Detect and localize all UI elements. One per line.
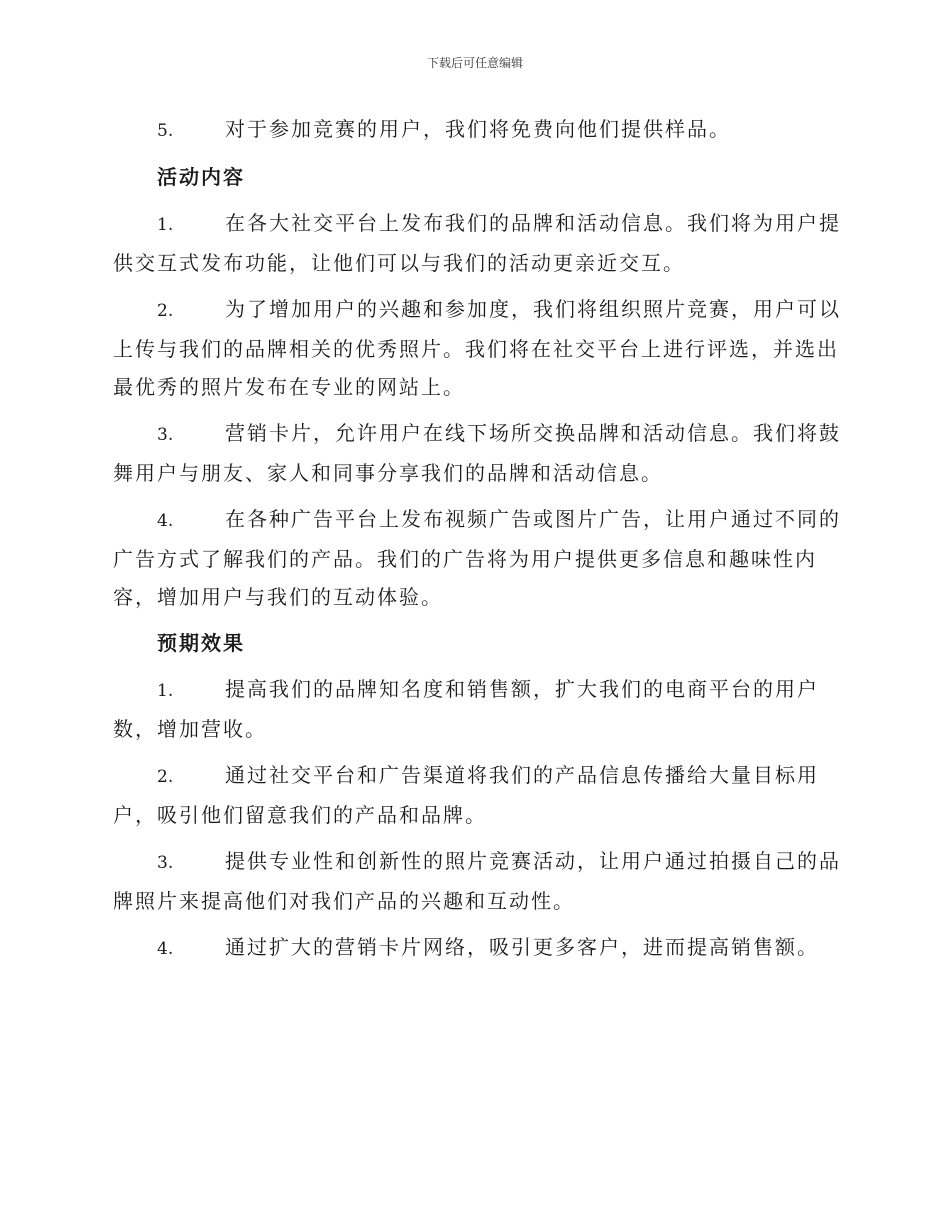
list-item — [113, 110, 843, 150]
page-header: 下载后可任意编辑 — [426, 56, 523, 70]
item-text: 营销卡片，允许用户在线下场所交换品牌和活动信息。我们将鼓舞用户与朋友、家人和同事分享我们的品牌和活动信息。 — [113, 421, 841, 485]
list-item — [113, 670, 843, 748]
item-number: 3. — [157, 853, 174, 873]
item-text: 通过社交平台和广告渠道将我们的产品信息传播给大量目标用户，吸引他们留意我们的产品和品牌。 — [113, 763, 819, 827]
item-text: 对于参加竞赛的用户，我们将免费向他们提供样品。 — [225, 117, 731, 141]
item-number: 4. — [157, 939, 174, 959]
document-body — [113, 110, 843, 976]
item-text: 通过扩大的营销卡片网络，吸引更多客户，进而提高销售额。 — [225, 935, 819, 959]
item-number: 2. — [157, 767, 174, 787]
item-number: 3. — [157, 425, 174, 445]
item-text: 提供专业性和创新性的照片竞赛活动，让用户通过拍摄自己的品牌照片来提高他们对我们产品的兴趣和互动性。 — [113, 849, 841, 913]
section-heading-activities: 活动内容 — [157, 165, 245, 189]
item-number: 1. — [157, 681, 174, 701]
item-number: 2. — [157, 301, 174, 321]
item-text: 为了增加用户的兴趣和参加度，我们将组织照片竞赛，用户可以上传与我们的品牌相关的优秀照片。我们将在社交平台上进行评选，并选出最优秀的照片发布在专业的网站上。 — [113, 297, 841, 399]
list-item — [113, 414, 843, 492]
item-text: 在各大社交平台上发布我们的品牌和活动信息。我们将为用户提供交互式发布功能，让他们可以与我们的活动更亲近交互。 — [113, 211, 841, 275]
item-number: 4. — [157, 511, 174, 531]
item-text: 提高我们的品牌知名度和销售额，扩大我们的电商平台的用户数，增加营收。 — [113, 677, 819, 741]
item-text: 在各种广告平台上发布视频广告或图片广告，让用户通过不同的广告方式了解我们的产品。我们的广告将为用户提供更多信息和趣味性内容，增加用户与我们的互动体验。 — [113, 507, 841, 609]
list-item — [113, 928, 843, 968]
item-number: 1. — [157, 215, 174, 235]
list-item — [113, 204, 843, 282]
list-item — [113, 842, 843, 920]
list-item — [113, 756, 843, 834]
list-item — [113, 290, 843, 406]
section-heading-expected-results: 预期效果 — [157, 631, 245, 655]
item-number: 5. — [157, 121, 174, 141]
list-item — [113, 500, 843, 616]
